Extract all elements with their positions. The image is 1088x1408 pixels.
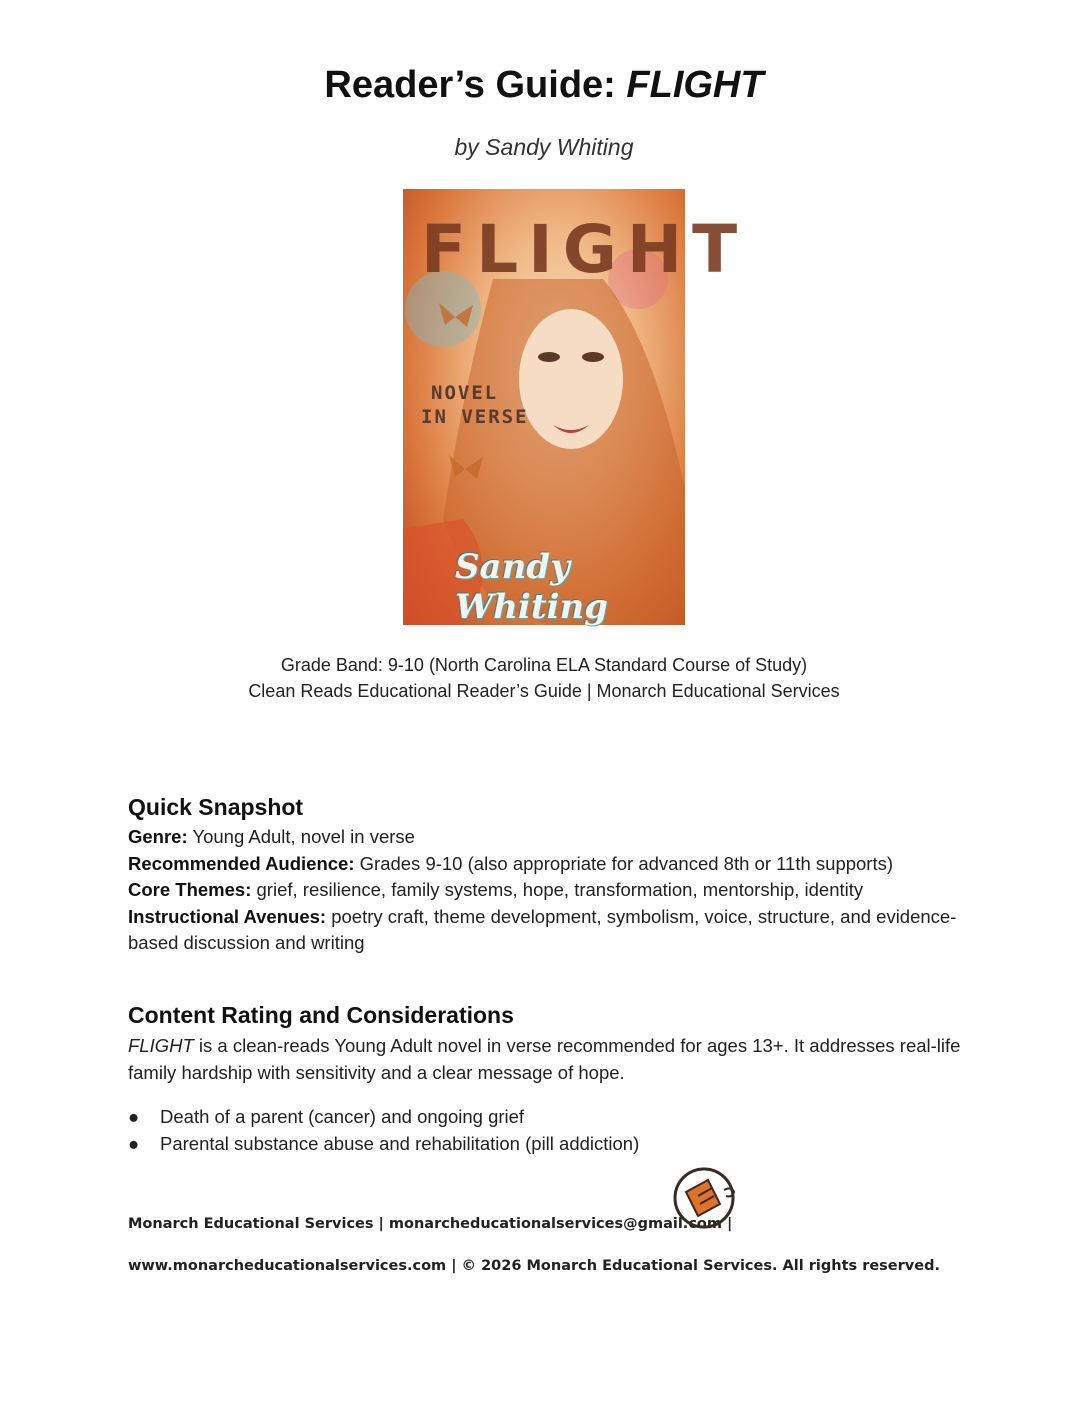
- list-item-text: Parental substance abuse and rehabilitation (pill addiction): [160, 1133, 640, 1154]
- content-rating-heading: Content Rating and Considerations: [128, 1002, 514, 1028]
- cover-title: FLIGHT: [421, 211, 748, 288]
- themes-row: [128, 877, 968, 904]
- cover-subtitle: [421, 381, 529, 429]
- footer-contact: Monarch Educational Services | monarcheducationalservices@gmail.com |: [128, 1216, 733, 1232]
- genre-value: Young Adult, novel in verse: [187, 826, 415, 847]
- avenues-row: [128, 904, 968, 957]
- list-item: [128, 1103, 639, 1130]
- cover-subtitle-line2: IN VERSE: [421, 406, 529, 428]
- content-rating-intro: [128, 1033, 968, 1086]
- title-book: FLIGHT: [626, 64, 764, 106]
- guide-meta: [0, 652, 1088, 704]
- genre-label: Genre:: [128, 826, 188, 847]
- grade-band: Grade Band: 9-10 (North Carolina ELA Standard Course of Study): [280, 655, 808, 675]
- bullet-icon: ●: [128, 1133, 140, 1154]
- book-cover: [403, 189, 748, 627]
- monarch-butterfly-logo-icon: [672, 1162, 742, 1232]
- guide-source: Clean Reads Educational Reader’s Guide | Monarch Educational Services: [248, 681, 840, 701]
- title-prefix: Reader’s Guide:: [324, 64, 627, 106]
- avenues-value: poetry craft, theme development, symbolism, voice, structure, and evidence-based discussion and writing: [128, 905, 957, 953]
- intro-text: is a clean-reads Young Adult novel in verse recommended for ages 13+. It addresses real-life family hardship with sensitivity and a clear message of hope.: [128, 1035, 961, 1083]
- audience-row: [128, 851, 968, 878]
- cover-subtitle-line1: NOVEL: [431, 382, 499, 404]
- footer-copyright: www.monarcheducationalservices.com | © 2026 Monarch Educational Services. All rights reserved.: [128, 1258, 940, 1274]
- list-item: [128, 1130, 639, 1157]
- themes-label: Core Themes:: [128, 879, 252, 900]
- themes-value: grief, resilience, family systems, hope, transformation, mentorship, identity: [251, 879, 864, 900]
- cover-author: Sandy Whiting: [455, 547, 608, 627]
- list-item-text: Death of a parent (cancer) and ongoing grief: [160, 1106, 525, 1127]
- page-title: [0, 64, 1088, 107]
- bullet-icon: ●: [128, 1106, 140, 1127]
- intro-book-title: FLIGHT: [128, 1035, 194, 1056]
- considerations-list: [128, 1103, 639, 1157]
- genre-row: [128, 824, 968, 851]
- audience-value: Grades 9-10 (also appropriate for advanced 8th or 11th supports): [354, 852, 894, 874]
- byline: by Sandy Whiting: [454, 134, 634, 160]
- snapshot-heading: Quick Snapshot: [128, 794, 304, 820]
- snapshot-body: [128, 824, 968, 957]
- avenues-label: Instructional Avenues:: [128, 905, 327, 927]
- audience-label: Recommended Audience:: [128, 852, 355, 874]
